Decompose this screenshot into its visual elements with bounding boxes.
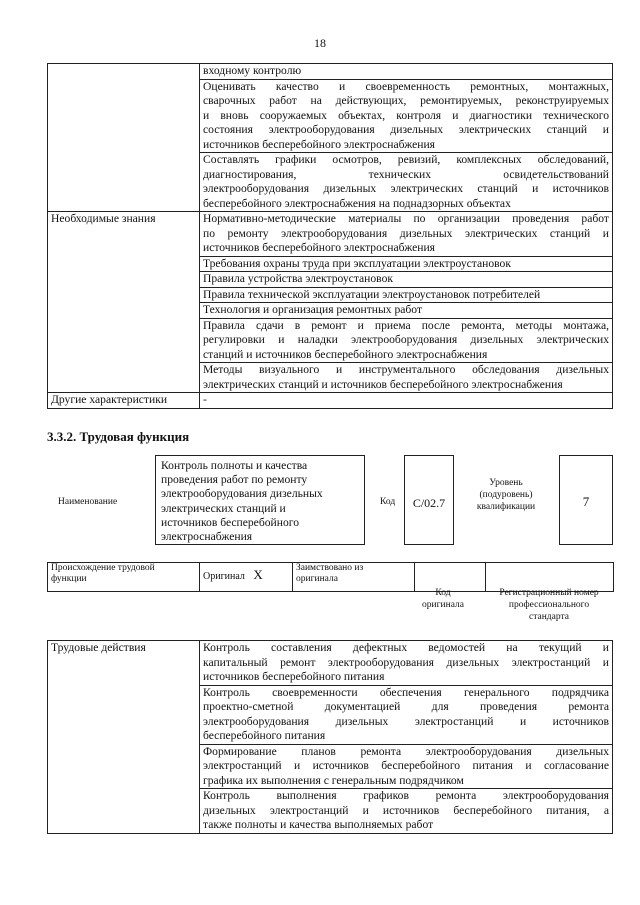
table-cell-skill (200, 153, 613, 212)
cell-line: электрических станций и источников бесперебойного электроснабжения (203, 377, 563, 391)
label-line: (подуровень) (479, 490, 533, 500)
qualification-level-label (466, 477, 546, 513)
original-label: Оригинал (203, 571, 245, 582)
table-cell-action (200, 641, 613, 686)
cell-line: источников бесперебойного электроснабжения (203, 137, 436, 151)
label-line: квалификации (476, 502, 536, 512)
cell-line: источников бесперебойного питания (203, 670, 385, 683)
name-line: Контроль полноты и качества (161, 459, 308, 472)
cell-line: дизельных электростанций и источников бесперебойного питания, а (203, 803, 609, 817)
label-line: Уровень (489, 478, 523, 488)
cell-line: сварочных работ на действующих, ремонтируемых, реконструируемых (203, 94, 609, 107)
cell-line: электростанций и источников бесперебойного питания и согласование (203, 759, 609, 772)
page-number: 18 (314, 36, 326, 50)
cell-line: также полноты и качества выполняемых работ (203, 818, 434, 831)
name-line: электрических станций и (161, 501, 286, 515)
table-cell-knowledge: Правила устройства электроустановок (200, 272, 613, 288)
cell-line: Нормативно-методические материалы по организации проведения работ (203, 212, 609, 225)
borrowed-cell (293, 563, 415, 592)
name-line: проведения работ по ремонту (161, 473, 308, 487)
cell-line: источников бесперебойного электроснабжения (203, 241, 436, 254)
caption-line: профессионального (508, 600, 590, 610)
original-mark: X (253, 567, 263, 582)
caption-line: Регистрационный номер (499, 588, 599, 598)
name-line: электрооборудования дизельных (161, 487, 323, 501)
cell-line: Методы визуального и инструментального обследования дизельных (203, 363, 609, 376)
code-label: Код (380, 497, 396, 507)
requirements-table (47, 63, 613, 409)
reg-number-caption (485, 587, 613, 623)
label-line: оригинала (296, 574, 338, 584)
cell-line: проектно-сметной документацией для проведения ремонта (203, 700, 609, 713)
table-cell-knowledge (200, 318, 613, 363)
cell-line: электрооборудования дизельных электростанций и источников (203, 714, 609, 728)
cell-line: регулировки и наладки электрооборудования дизельных электрических (203, 333, 609, 346)
knowledge-label: Необходимые знания (48, 212, 200, 393)
table-cell-action (200, 744, 613, 789)
qualification-level-value: 7 (559, 455, 613, 545)
caption-line: стандарта (529, 612, 569, 622)
code-value: C/02.7 (404, 455, 454, 545)
caption-line: Код (435, 588, 451, 598)
table-cell-skill (200, 79, 613, 153)
table-cell-skill (200, 64, 613, 80)
cell-line: Правила сдачи в ремонт и приема после ремонта, методы монтажа, (203, 318, 609, 332)
table-cell-knowledge: Технология и организация ремонтных работ (200, 303, 613, 319)
cell-line: Контроль составления дефектных ведомостей на текущий и (203, 641, 609, 654)
caption-line: оригинала (422, 600, 464, 610)
name-label: Наименование (58, 497, 118, 507)
code-original-caption (408, 587, 478, 611)
other-characteristics-label: Другие характеристики (48, 393, 200, 409)
function-name-box (155, 455, 365, 545)
cell-line: капитальный ремонт электрооборудования дизельных электростанций и (203, 655, 609, 669)
table-cell-knowledge (200, 212, 613, 257)
cell-line: входному контролю (203, 64, 302, 77)
cell-line: состояния электрооборудования дизельных электрических станций и (203, 123, 609, 136)
cell-line: Формирование планов ремонта электрооборудования дизельных (203, 744, 609, 758)
section-title: 3.3.2. Трудовая функция (47, 429, 190, 444)
table-cell-knowledge (200, 363, 613, 393)
cell-line: Контроль своевременности обеспечения генерального подрядчика (203, 685, 609, 699)
other-characteristics-value: - (200, 393, 613, 409)
table-cell-action (200, 789, 613, 834)
cell-line: диагностирования, технических освидетельствований (203, 167, 609, 181)
cell-line: электрооборудования дизельных электрических станций и источников (203, 182, 609, 195)
table-cell-action (200, 685, 613, 744)
cell-line: станций и источников бесперебойного электроснабжения (203, 347, 488, 361)
label-line: функции (51, 574, 87, 584)
cell-line: Оценивать качество и своевременность ремонтных, монтажных, (203, 79, 609, 93)
cell-line: Контроль выполнения графиков ремонта электрооборудования (203, 789, 609, 802)
labor-actions-table (47, 640, 613, 834)
original-cell (200, 563, 293, 592)
table-cell-knowledge: Правила технической эксплуатации электроустановок потребителей (200, 287, 613, 303)
cell-line: бесперебойного питания (203, 729, 326, 742)
name-line: источников бесперебойного (161, 515, 299, 529)
cell-line: графика их выполнения с генеральным подрядчиком (203, 773, 464, 787)
origin-label (48, 563, 200, 592)
table-cell-knowledge: Требования охраны труда при эксплуатации электроустановок (200, 256, 613, 272)
cell-line: по ремонту электрооборудования дизельных электрических станций и (203, 226, 609, 240)
name-line: электроснабжения (161, 530, 253, 544)
label-line: Заимствовано из (296, 563, 364, 573)
label-line: Происхождение трудовой (51, 563, 155, 573)
empty-label-cell (48, 64, 200, 212)
cell-line: и вновь сооружаемых объектах, контроля и диагностики технического (203, 108, 609, 122)
cell-line: Составлять графики осмотров, ревизий, комплексных обследований, (203, 153, 609, 166)
labor-actions-label: Трудовые действия (48, 641, 200, 834)
cell-line: бесперебойного электроснабжения на поднадзорных объектах (203, 196, 511, 210)
